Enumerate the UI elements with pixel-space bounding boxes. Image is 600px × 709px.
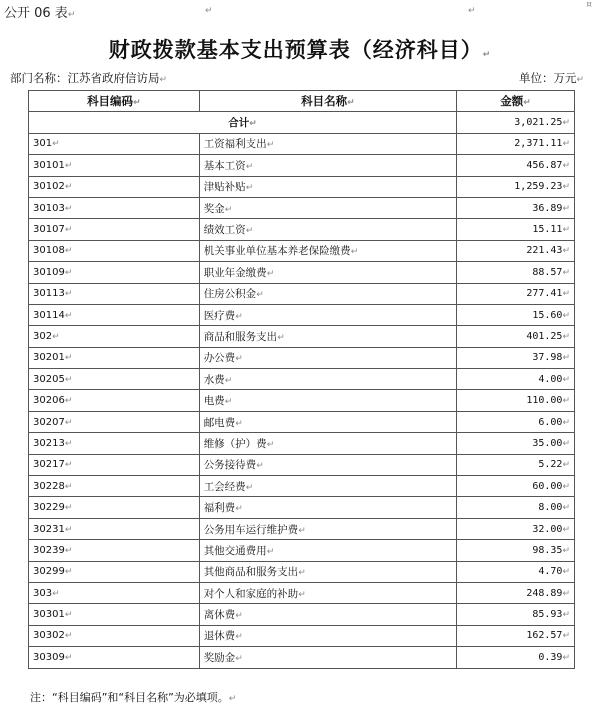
paragraph-mark-icon: ↵	[562, 203, 570, 214]
paragraph-mark-icon: ↵	[64, 503, 73, 514]
table-row	[29, 625, 575, 646]
table-meta	[10, 70, 584, 86]
table-row	[29, 433, 575, 454]
row-amount: 162.57↵	[457, 625, 575, 646]
row-code: 30228↵	[29, 476, 200, 497]
row-code: 303↵	[29, 582, 200, 603]
paragraph-mark-icon: ↵	[224, 397, 233, 408]
paragraph-mark-icon: ↵	[235, 311, 243, 322]
row-name: 公务用车运行维护费↵	[199, 518, 456, 539]
row-code: 30206↵	[29, 390, 200, 411]
row-amount: 2,371.11↵	[457, 133, 575, 154]
row-name: 其他商品和服务支出↵	[199, 561, 456, 582]
paragraph-mark-icon: ↵	[562, 182, 570, 193]
paragraph-mark-icon: ↵	[298, 589, 306, 600]
paragraph-mark-icon: ↵	[64, 225, 73, 236]
table-row	[29, 219, 575, 240]
paragraph-mark-icon: ↵	[205, 6, 213, 16]
table-row	[29, 347, 575, 368]
paragraph-mark-icon: ↵	[52, 588, 60, 599]
row-name: 津贴补贴↵	[199, 176, 456, 197]
row-amount: 0.39↵	[457, 647, 575, 668]
paragraph-mark-icon: ↵	[245, 161, 254, 172]
paragraph-mark-icon: ↵	[562, 160, 570, 171]
row-amount: 85.93↵	[457, 604, 575, 625]
paragraph-mark-icon: ↵	[562, 353, 570, 364]
column-header-amount: 金额↵	[457, 91, 575, 112]
row-name: 离休费↵	[199, 604, 456, 625]
table-row	[29, 283, 575, 304]
paragraph-mark-icon: ↵	[562, 545, 570, 556]
row-amount: 6.00↵	[457, 411, 575, 432]
row-amount: 35.00↵	[457, 433, 575, 454]
row-code: 30231↵	[29, 518, 200, 539]
row-name: 医疗费↵	[199, 304, 456, 325]
paragraph-mark-icon: ↵	[64, 246, 73, 257]
paragraph-mark-icon: ↵	[562, 225, 570, 236]
row-name: 奖金↵	[199, 197, 456, 218]
row-code: 30217↵	[29, 454, 200, 475]
row-amount: 98.35↵	[457, 540, 575, 561]
paragraph-mark-icon: ↵	[562, 567, 570, 578]
row-amount: 221.43↵	[457, 240, 575, 261]
paragraph-mark-icon: ↵	[562, 524, 570, 535]
table-row	[29, 454, 575, 475]
table-header-row	[29, 91, 575, 112]
cell-end-mark-icon: ¤	[586, 0, 592, 10]
table-row	[29, 262, 575, 283]
row-name: 退休费↵	[199, 625, 456, 646]
row-amount: 4.00↵	[457, 369, 575, 390]
row-code: 30113↵	[29, 283, 200, 304]
paragraph-mark-icon: ↵	[298, 525, 306, 536]
paragraph-mark-icon: ↵	[235, 653, 243, 664]
table-row	[29, 518, 575, 539]
paragraph-mark-icon: ↵	[562, 374, 570, 385]
paragraph-mark-icon: ↵	[52, 139, 60, 150]
paragraph-mark-icon: ↵	[562, 396, 570, 407]
row-code: 30239↵	[29, 540, 200, 561]
row-name: 基本工资↵	[199, 155, 456, 176]
row-amount: 36.89↵	[457, 197, 575, 218]
row-code: 30102↵	[29, 176, 200, 197]
row-name: 电费↵	[199, 390, 456, 411]
paragraph-mark-icon: ↵	[64, 524, 73, 535]
table-row	[29, 155, 575, 176]
paragraph-mark-icon: ↵	[64, 267, 73, 278]
row-amount: 401.25↵	[457, 326, 575, 347]
paragraph-mark-icon: ↵	[64, 438, 73, 449]
paragraph-mark-icon: ↵	[562, 652, 570, 663]
table-row	[29, 411, 575, 432]
paragraph-mark-icon: ↵	[562, 503, 570, 514]
paragraph-mark-icon: ↵	[562, 588, 570, 599]
paragraph-mark-icon: ↵	[235, 504, 243, 515]
total-amount: 3,021.25↵	[457, 112, 575, 133]
department-name: 部门名称：江苏省政府信访局↵	[10, 71, 168, 85]
table-row	[29, 647, 575, 668]
row-name: 绩效工资↵	[199, 219, 456, 240]
row-amount: 15.60↵	[457, 304, 575, 325]
paragraph-mark-icon: ↵	[350, 247, 359, 258]
paragraph-mark-icon: ↵	[64, 610, 73, 621]
row-amount: 248.89↵	[457, 582, 575, 603]
table-row	[29, 369, 575, 390]
row-code: 30101↵	[29, 155, 200, 176]
row-code: 30299↵	[29, 561, 200, 582]
paragraph-mark-icon: ↵	[64, 417, 73, 428]
paragraph-mark-icon: ↵	[562, 481, 570, 492]
table-row	[29, 304, 575, 325]
paragraph-mark-icon: ↵	[562, 417, 570, 428]
paragraph-mark-icon: ↵	[64, 374, 73, 385]
row-code: 30114↵	[29, 304, 200, 325]
paragraph-mark-icon: ↵	[52, 331, 60, 342]
paragraph-mark-icon: ↵	[266, 140, 275, 151]
paragraph-mark-icon: ↵	[64, 481, 73, 492]
paragraph-mark-icon: ↵	[562, 289, 570, 300]
table-row	[29, 240, 575, 261]
paragraph-mark-icon: ↵	[277, 332, 285, 343]
paragraph-mark-icon: ↵	[562, 610, 570, 621]
unit-label: 单位：万元↵	[518, 71, 584, 85]
row-name: 工资福利支出↵	[199, 133, 456, 154]
total-row	[29, 112, 575, 133]
paragraph-mark-icon: ↵	[224, 375, 233, 386]
paragraph-mark-icon: ↵	[64, 652, 73, 663]
table-row	[29, 176, 575, 197]
row-code: 30309↵	[29, 647, 200, 668]
paragraph-mark-icon: ↵	[256, 290, 264, 301]
footnote: 注：“科目编码”和“科目名称”为必填项。↵	[30, 691, 237, 704]
column-header-code: 科目编码↵	[29, 91, 200, 112]
row-amount: 1,259.23↵	[457, 176, 575, 197]
row-name: 维修（护）费↵	[199, 433, 456, 454]
paragraph-mark-icon: ↵	[64, 182, 73, 193]
row-amount: 60.00↵	[457, 476, 575, 497]
paragraph-mark-icon: ↵	[562, 246, 570, 257]
row-amount: 277.41↵	[457, 283, 575, 304]
table-row	[29, 326, 575, 347]
row-code: 30109↵	[29, 262, 200, 283]
form-number-label: 公开 06 表↵	[4, 6, 76, 21]
table-row	[29, 540, 575, 561]
row-amount: 5.22↵	[457, 454, 575, 475]
row-name: 商品和服务支出↵	[199, 326, 456, 347]
column-header-name: 科目名称↵	[199, 91, 456, 112]
row-name: 奖励金↵	[199, 647, 456, 668]
row-code: 30229↵	[29, 497, 200, 518]
paragraph-mark-icon: ↵	[245, 482, 254, 493]
row-code: 30108↵	[29, 240, 200, 261]
paragraph-mark-icon: ↵	[64, 545, 73, 556]
paragraph-mark-icon: ↵	[298, 568, 306, 579]
paragraph-mark-icon: ↵	[64, 203, 73, 214]
row-code: 30207↵	[29, 411, 200, 432]
row-name: 福利费↵	[199, 497, 456, 518]
paragraph-mark-icon: ↵	[67, 10, 76, 20]
paragraph-mark-icon: ↵	[64, 353, 73, 364]
paragraph-mark-icon: ↵	[235, 632, 243, 643]
budget-table	[28, 90, 575, 669]
paragraph-mark-icon: ↵	[245, 183, 254, 194]
paragraph-mark-icon: ↵	[482, 50, 492, 60]
row-name: 住房公积金↵	[199, 283, 456, 304]
row-name: 公务接待费↵	[199, 454, 456, 475]
row-code: 30107↵	[29, 219, 200, 240]
paragraph-mark-icon: ↵	[266, 439, 275, 450]
row-code: 30201↵	[29, 347, 200, 368]
row-amount: 15.11↵	[457, 219, 575, 240]
row-code: 301↵	[29, 133, 200, 154]
row-name: 邮电费↵	[199, 411, 456, 432]
row-code: 30213↵	[29, 433, 200, 454]
paragraph-mark-icon: ↵	[64, 567, 73, 578]
row-code: 302↵	[29, 326, 200, 347]
row-code: 30302↵	[29, 625, 200, 646]
row-code: 30205↵	[29, 369, 200, 390]
paragraph-mark-icon: ↵	[266, 546, 275, 557]
row-code: 30103↵	[29, 197, 200, 218]
row-name: 对个人和家庭的补助↵	[199, 582, 456, 603]
row-amount: 110.00↵	[457, 390, 575, 411]
paragraph-mark-icon: ↵	[64, 631, 73, 642]
row-name: 水费↵	[199, 369, 456, 390]
paragraph-mark-icon: ↵	[562, 310, 570, 321]
paragraph-mark-icon: ↵	[64, 396, 73, 407]
row-amount: 88.57↵	[457, 262, 575, 283]
paragraph-mark-icon: ↵	[562, 139, 570, 150]
paragraph-mark-icon: ↵	[235, 354, 243, 365]
paragraph-mark-icon: ↵	[235, 418, 243, 429]
paragraph-mark-icon: ↵	[224, 204, 233, 215]
table-row	[29, 390, 575, 411]
paragraph-mark-icon: ↵	[64, 310, 73, 321]
paragraph-mark-icon: ↵	[256, 461, 264, 472]
row-name: 机关事业单位基本养老保险缴费↵	[199, 240, 456, 261]
paragraph-mark-icon: ↵	[245, 226, 254, 237]
paragraph-mark-icon: ↵	[562, 438, 570, 449]
table-row	[29, 561, 575, 582]
paragraph-mark-icon: ↵	[64, 460, 73, 471]
table-row	[29, 133, 575, 154]
row-amount: 32.00↵	[457, 518, 575, 539]
table-row	[29, 582, 575, 603]
paragraph-mark-icon: ↵	[235, 611, 243, 622]
row-name: 工会经费↵	[199, 476, 456, 497]
row-amount: 8.00↵	[457, 497, 575, 518]
paragraph-mark-icon: ↵	[266, 268, 275, 279]
row-name: 其他交通费用↵	[199, 540, 456, 561]
paragraph-mark-icon: ↵	[64, 289, 73, 300]
row-amount: 4.70↵	[457, 561, 575, 582]
row-amount: 37.98↵	[457, 347, 575, 368]
paragraph-mark-icon: ↵	[562, 460, 570, 471]
paragraph-mark-icon: ↵	[468, 6, 476, 16]
table-row	[29, 476, 575, 497]
table-row	[29, 497, 575, 518]
total-label: 合计↵	[29, 112, 457, 133]
paragraph-mark-icon: ↵	[562, 331, 570, 342]
paragraph-mark-icon: ↵	[562, 267, 570, 278]
paragraph-mark-icon: ↵	[64, 160, 73, 171]
row-name: 办公费↵	[199, 347, 456, 368]
table-row	[29, 197, 575, 218]
table-row	[29, 604, 575, 625]
row-code: 30301↵	[29, 604, 200, 625]
paragraph-mark-icon: ↵	[562, 631, 570, 642]
row-name: 职业年金缴费↵	[199, 262, 456, 283]
row-amount: 456.87↵	[457, 155, 575, 176]
page-title: 财政拨款基本支出预算表（经济科目）↵	[108, 37, 492, 62]
